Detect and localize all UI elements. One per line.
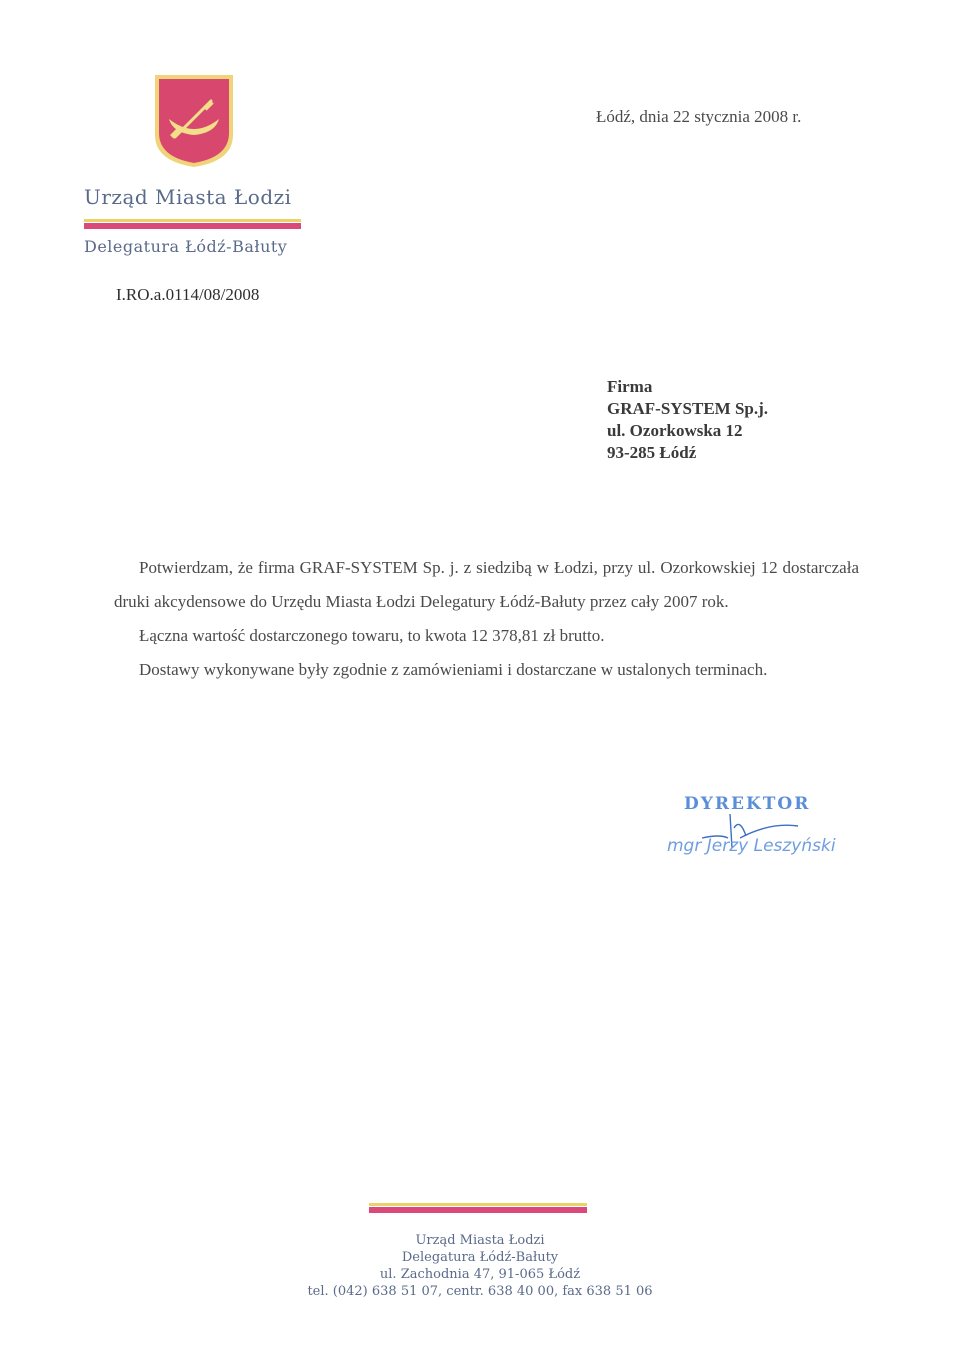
footer-line: Delegatura Łódź-Bałuty xyxy=(401,1250,559,1265)
footer-line: tel. (042) 638 51 07, centr. 638 40 00, fax 638 51 06 xyxy=(307,1284,653,1299)
recipient-line: ul. Ozorkowska 12 xyxy=(607,421,743,440)
coat-of-arms-icon xyxy=(153,73,235,169)
date-line: Łódź, dnia 22 stycznia 2008 r. xyxy=(596,107,802,126)
office-name: Urząd Miasta Łodzi xyxy=(84,185,292,209)
footer-line: Urząd Miasta Łodzi xyxy=(415,1233,545,1248)
delegatura-name: Delegatura Łódź-Bałuty xyxy=(84,237,288,256)
recipient-address xyxy=(607,376,768,464)
stamp-name: mgr Jerzy Leszyński xyxy=(667,836,836,856)
footer-contact xyxy=(230,1232,730,1300)
footer-line: ul. Zachodnia 47, 91-065 Łódź xyxy=(379,1267,581,1282)
recipient-line: 93-285 Łódź xyxy=(607,443,697,462)
letter-body xyxy=(114,551,859,687)
footer-divider xyxy=(369,1203,587,1214)
header-divider xyxy=(84,219,301,229)
body-paragraph: Dostawy wykonywane były zgodnie z zamówieniami i dostarczane w ustalonych terminach. xyxy=(139,660,768,679)
recipient-line: Firma xyxy=(607,377,653,396)
body-paragraph: Potwierdzam, że firma GRAF-SYSTEM Sp. j. z siedzibą w Łodzi, przy ul. Ozorkowskiej 12 dostarczała druki akcydensowe do Urzędu Miasta Łodzi Delegatury Łódź-Bałuty przez cały 2007 rok. xyxy=(114,558,859,611)
body-paragraph: Łączna wartość dostarczonego towaru, to kwota 12 378,81 zł brutto. xyxy=(139,626,605,645)
reference-number: I.RO.a.0114/08/2008 xyxy=(116,285,260,304)
recipient-line: GRAF-SYSTEM Sp.j. xyxy=(607,399,769,418)
stamp-title: DYREKTOR xyxy=(684,794,811,814)
